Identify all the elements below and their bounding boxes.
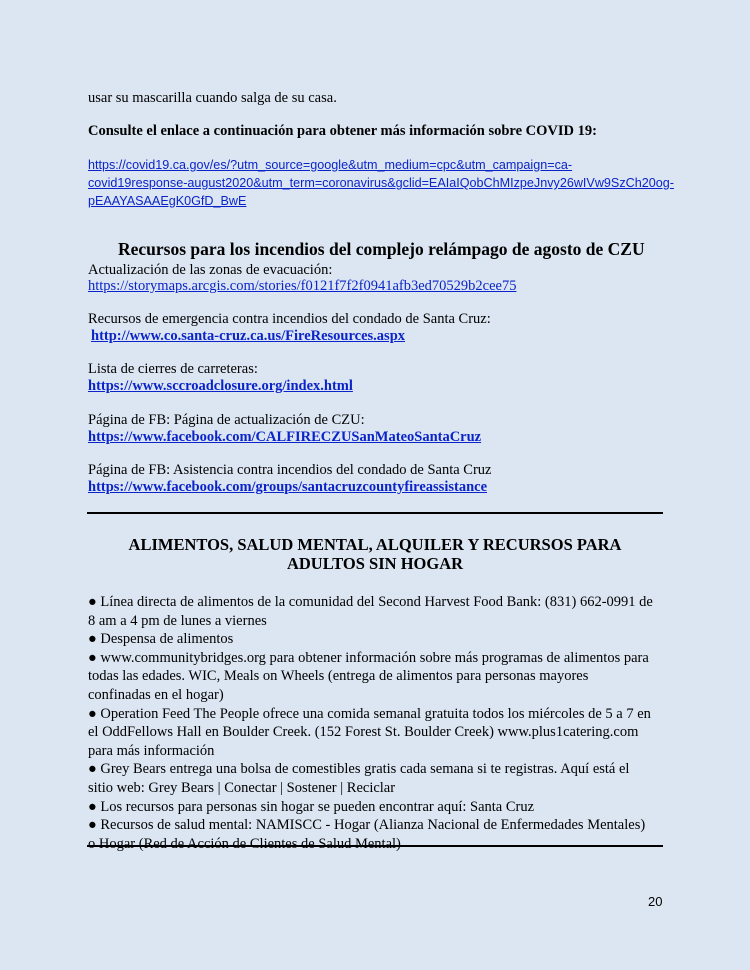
list-item: ● Los recursos para personas sin hogar se pueden encontrar aquí: Santa Cruz <box>88 798 535 815</box>
road-closures-link[interactable]: https://www.sccroadclosure.org/index.html <box>88 378 353 394</box>
covid-link-line-3[interactable]: pEAAYASAAEgK0GfD_BwE <box>88 194 247 208</box>
section-divider-bottom <box>87 845 663 847</box>
resources-title-line-1: ALIMENTOS, SALUD MENTAL, ALQUILER Y RECURSOS PARA <box>128 535 622 554</box>
list-item: ● www.communitybridges.org para obtener información sobre más programas de alimentos para <box>88 649 649 666</box>
list-item: ● Recursos de salud mental: NAMISCC - Hogar (Alianza Nacional de Enfermedades Mentales) <box>88 817 646 834</box>
road-closures-label: Lista de cierres de carreteras: <box>88 361 258 377</box>
list-item: para más información <box>88 742 215 759</box>
list-item: el OddFellows Hall en Boulder Creek. (152 Forest St. Boulder Creek) www.plus1catering.com <box>88 724 639 741</box>
emergency-link[interactable]: http://www.co.santa-cruz.ca.us/FireResources.aspx <box>91 328 406 344</box>
fire-section-title: Recursos para los incendios del complejo relámpago de agosto de CZU <box>118 239 645 259</box>
section-divider-top <box>87 512 663 514</box>
emergency-label: Recursos de emergencia contra incendios del condado de Santa Cruz: <box>88 311 491 327</box>
list-item: confinadas en el hogar) <box>88 686 224 703</box>
evacuation-label: Actualización de las zonas de evacuación: <box>88 262 333 278</box>
list-item: 8 am a 4 pm de lunes a viernes <box>88 612 267 629</box>
list-item: ● Operation Feed The People ofrece una comida semanal gratuita todos los miércoles de 5 a 7 en <box>88 705 651 722</box>
list-item: o Hogar (Red de Acción de Clientes de Salud Mental) <box>88 835 401 852</box>
mask-line: usar su mascarilla cuando salga de su casa. <box>88 90 337 106</box>
covid-link-line-1[interactable]: https://covid19.ca.gov/es/?utm_source=google&utm_medium=cpc&utm_campaign=ca- <box>88 158 573 172</box>
page-number: 20 <box>648 894 663 909</box>
covid-link-line-2[interactable]: covid19response-august2020&utm_term=coronavirus&gclid=EAIaIQobChMIzpeJnvy26wIVw9SzCh20og- <box>88 176 674 190</box>
fb-assistance-link[interactable]: https://www.facebook.com/groups/santacruzcountyfireassistance <box>88 479 488 495</box>
list-item: ● Línea directa de alimentos de la comunidad del Second Harvest Food Bank: (831) 662-0991 de <box>88 594 653 610</box>
covid-heading: Consulte el enlace a continuación para obtener más información sobre COVID 19: <box>88 123 597 139</box>
resources-title-line-2: ADULTOS SIN HOGAR <box>286 554 464 573</box>
list-item: sitio web: Grey Bears | Conectar | Sostener | Reciclar <box>88 779 396 796</box>
fb-assistance-label: Página de FB: Asistencia contra incendios del condado de Santa Cruz <box>88 462 492 478</box>
list-item: ● Despensa de alimentos <box>88 631 234 648</box>
list-item: ● Grey Bears entrega una bolsa de comestibles gratis cada semana si te registras. Aquí está el <box>88 761 630 778</box>
resources-list <box>88 593 668 853</box>
evacuation-link[interactable]: https://storymaps.arcgis.com/stories/f0121f7f2f0941afb3ed70529b2cee75 <box>88 278 517 294</box>
fb-czu-label: Página de FB: Página de actualización de CZU: <box>88 412 365 428</box>
list-item: todas las edades. WIC, Meals on Wheels (entrega de alimentos para personas mayores <box>88 668 589 685</box>
fb-czu-link[interactable]: https://www.facebook.com/CALFIRECZUSanMateoSantaCruz <box>88 429 482 445</box>
